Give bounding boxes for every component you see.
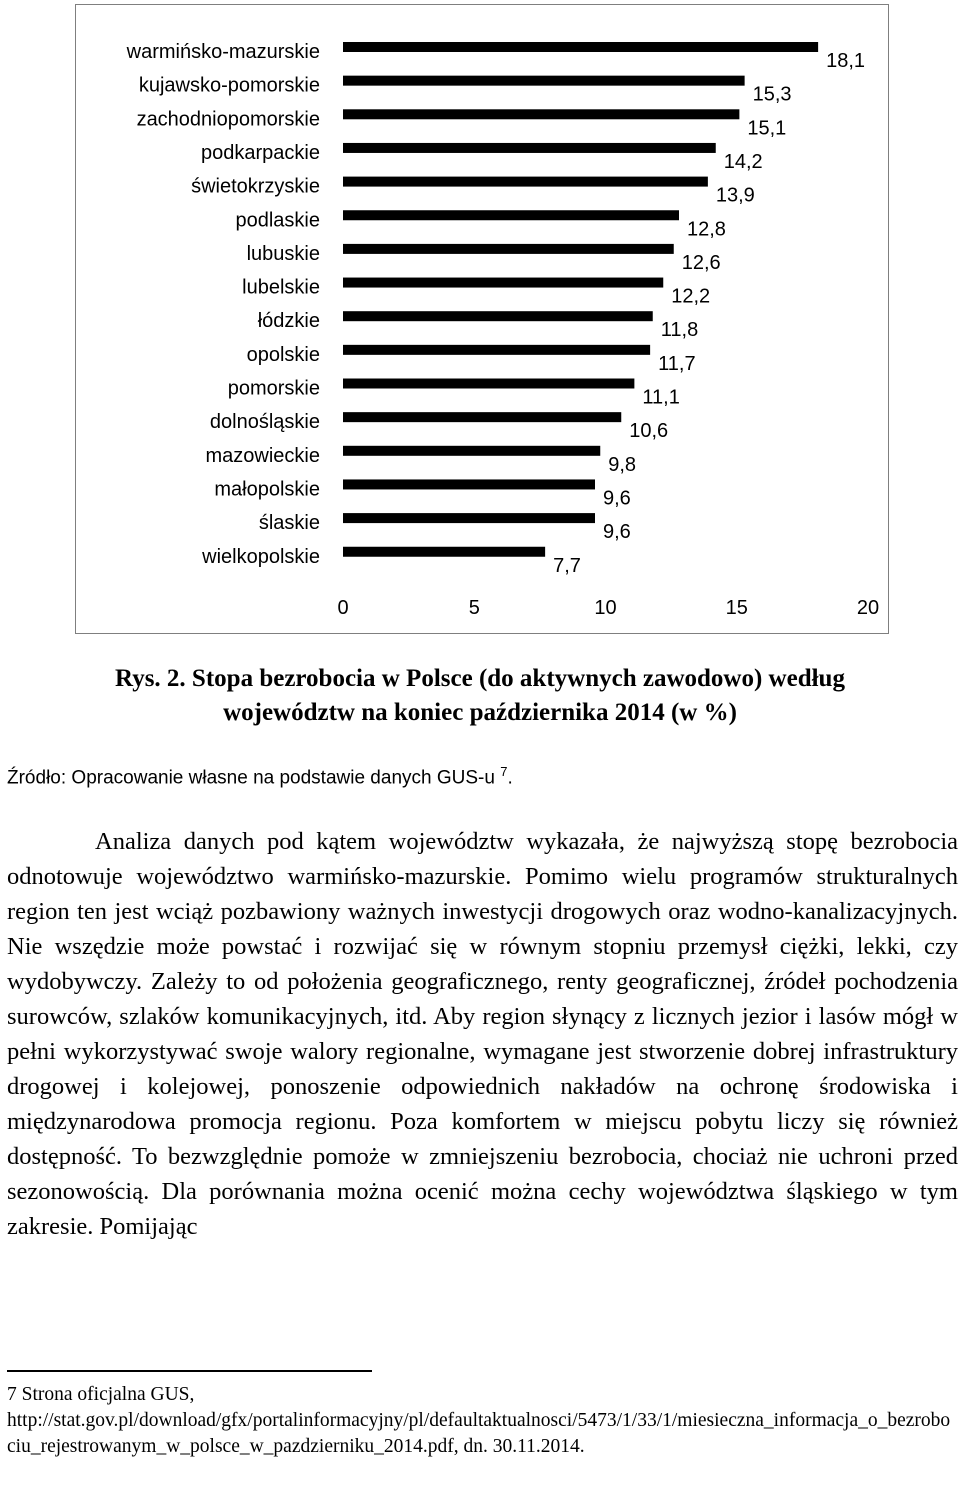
footnote-url: http://stat.gov.pl/download/gfx/portalinformacyjny/pl/defaultaktualnosci/5473/1/33/1/miesieczna_informacja_o_bezrobociu_rejestrowanym_w_polsce_w_pazdzierniku_2014.pdf (7, 1410, 951, 1457)
bar (343, 513, 595, 523)
data-label: 13,9 (715, 184, 755, 207)
footnote-number: 7 (7, 1384, 17, 1405)
data-label: 9,6 (603, 487, 631, 510)
bar (343, 210, 679, 220)
bar (343, 177, 708, 187)
category-label: małopolskie (214, 478, 320, 501)
data-label: 11,8 (660, 319, 699, 342)
bar (343, 143, 716, 153)
body-paragraph: Analiza danych pod kątem województw wykazała, że najwyższą stopę bezrobocia odnotowuje województwo warmińsko-mazurskie. Pomimo wielu programów strukturalnych region ten jest wciąż pozbawiony ważnych inwestycji drogowych oraz wodno-kanalizacyjnych. Nie wszędzie może powstać i rozwijać się w równym stopniu przemysł ciężki, lekki, czy wydobywczy. Zależy to od położenia geograficznego, renty geograficznej, źródeł pochodzenia surowców, szlaków komunikacyjnych, itd. Aby region słynący z licznych jezior i lasów mógł w pełni wykorzystywać swoje walory regionalne, wymagane jest stworzenie dobrej infrastruktury drogowej i kolejowej, ponoszenie odpowiednich nakładów na ochronę środowiska i międzynarodowa promocja regionu. Poza komfortem w miejscu pobytu liczy się również dostępność. To bezwzględnie pomoże w zmniejszeniu bezrobocia, chociaż nie uchroni przed sezonowością. Dla porównania można ocenić można cechy województwa śląskiego w tym zakresie. Pomijając (7, 828, 958, 1240)
footnote-date: , dn. 30.11.2014. (453, 1436, 585, 1457)
data-label: 7,7 (553, 554, 581, 577)
category-label: łódzkie (257, 310, 320, 333)
category-label: dolnośląskie (209, 411, 320, 434)
category-label: ślaskie (258, 512, 320, 535)
x-tick-label: 20 (856, 597, 880, 619)
bar (343, 109, 739, 119)
data-label: 11,1 (642, 386, 680, 409)
bar (343, 76, 745, 86)
bar (343, 412, 621, 422)
figure-caption (0, 662, 960, 730)
bar (343, 479, 595, 489)
category-label: lubelskie (242, 276, 320, 299)
data-label: 9,8 (608, 453, 637, 476)
bar (343, 244, 674, 254)
data-label: 12,8 (687, 218, 726, 241)
data-label: 14,2 (723, 150, 763, 173)
footnote-divider (7, 1370, 372, 1372)
category-label: mazowieckie (205, 444, 320, 467)
bar (343, 379, 634, 389)
source-end: . (507, 767, 513, 789)
category-label: zachodniopomorskie (136, 108, 320, 131)
data-label: 15,1 (747, 117, 787, 140)
category-label: podlaskie (235, 209, 320, 232)
x-tick-label: 0 (337, 597, 349, 619)
data-label: 11,7 (658, 352, 696, 375)
data-label: 18,1 (826, 50, 866, 72)
category-label: pomorskie (227, 377, 320, 400)
bar (343, 345, 650, 355)
data-label: 12,6 (681, 251, 721, 274)
category-label: lubuskie (246, 242, 320, 265)
bar-chart (76, 5, 890, 635)
category-label: podkarpackie (201, 141, 320, 164)
bar (343, 311, 653, 321)
caption-line-2: województw na koniec października 2014 (w %) (223, 699, 737, 726)
footnote (7, 1382, 952, 1460)
source-text: Źródło: Opracowanie własne na podstawie danych GUS-u (7, 767, 495, 789)
category-label: warmińsko-mazurskie (126, 41, 320, 63)
footnote-text: Strona oficjalna GUS, (21, 1384, 195, 1405)
data-label: 10,6 (629, 420, 669, 443)
source-ref: 7 (500, 764, 508, 779)
bar (343, 446, 600, 456)
data-label: 12,2 (671, 285, 711, 308)
bar (343, 278, 663, 288)
x-tick-label: 10 (594, 597, 617, 619)
data-label: 9,6 (603, 521, 631, 544)
category-label: wielkopolskie (202, 545, 320, 568)
bar (343, 42, 818, 52)
category-label: świetokrzyskie (191, 175, 320, 198)
caption-line-1: Rys. 2. Stopa bezrobocia w Polsce (do aktywnych zawodowo) według (115, 665, 845, 692)
category-label: opolskie (246, 343, 320, 366)
source-note (7, 764, 513, 789)
x-tick-label: 15 (725, 597, 748, 619)
chart-frame (75, 4, 889, 634)
category-label: kujawsko-pomorskie (138, 74, 320, 97)
x-tick-label: 5 (468, 597, 480, 619)
bar (343, 547, 545, 557)
data-label: 15,3 (752, 83, 792, 106)
